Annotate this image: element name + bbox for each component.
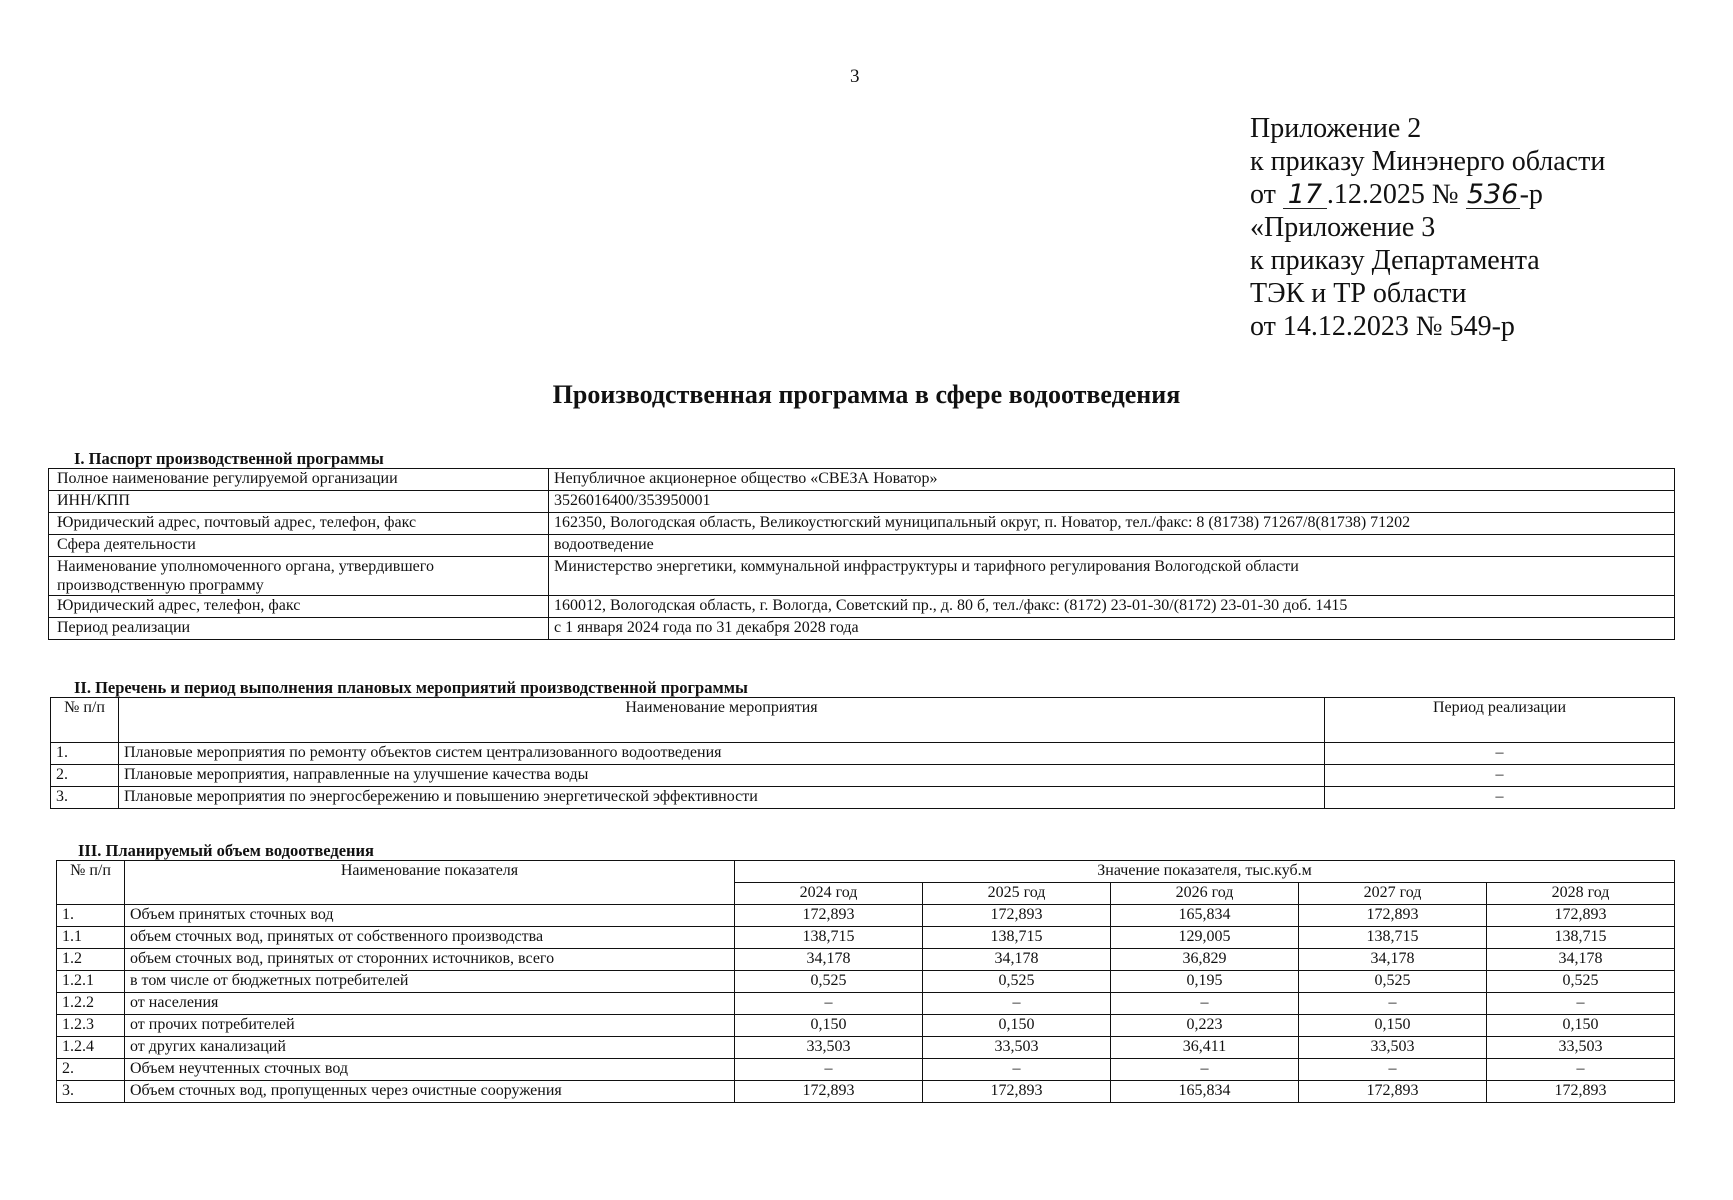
handwritten-number: 536 (1466, 179, 1519, 210)
event-name: Плановые мероприятия по ремонту объектов систем централизованного водоотведения (119, 743, 1325, 765)
year-header: 2026 год (1111, 883, 1299, 905)
event-row (51, 787, 1675, 809)
passport-label: Наименование уполномоченного органа, утвердившего производственную программу (49, 557, 549, 596)
volume-value: 34,178 (1487, 949, 1675, 971)
year-header: 2024 год (735, 883, 923, 905)
volume-value: 0,525 (1487, 971, 1675, 993)
passport-row (49, 513, 1675, 535)
volume-num: 1.1 (57, 927, 125, 949)
volume-value: – (923, 993, 1111, 1015)
passport-value: 3526016400/353950001 (549, 491, 1675, 513)
volume-name: в том числе от бюджетных потребителей (125, 971, 735, 993)
volume-row (57, 971, 1675, 993)
volume-value: 172,893 (1487, 905, 1675, 927)
volume-value: 172,893 (923, 905, 1111, 927)
volume-header-value-group: Значение показателя, тыс.куб.м (735, 861, 1675, 883)
passport-value: Непубличное акционерное общество «СВЕЗА Новатор» (549, 469, 1675, 491)
volume-value: 165,834 (1111, 1081, 1299, 1103)
passport-value: 160012, Вологодская область, г. Вологда, Советский пр., д. 80 б, тел./факс: (8172) 23-01-30/(8172) 23-01-30 доб. 1415 (549, 596, 1675, 618)
appendix-line-2: к приказу Минэнерго области (1250, 146, 1606, 177)
volume-value: – (1299, 1059, 1487, 1081)
passport-row (49, 618, 1675, 640)
volume-value: 33,503 (1487, 1037, 1675, 1059)
passport-label: Юридический адрес, телефон, факс (49, 596, 549, 618)
volume-name: от прочих потребителей (125, 1015, 735, 1037)
volume-row (57, 1059, 1675, 1081)
event-period: – (1325, 743, 1675, 765)
event-period: – (1325, 787, 1675, 809)
volume-row (57, 949, 1675, 971)
volume-name: Объем сточных вод, пропущенных через очистные сооружения (125, 1081, 735, 1103)
volume-row (57, 1015, 1675, 1037)
volume-value: 0,525 (735, 971, 923, 993)
volume-num: 1.2 (57, 949, 125, 971)
volume-value: – (1487, 1059, 1675, 1081)
volume-value: 0,150 (1299, 1015, 1487, 1037)
event-num: 1. (51, 743, 119, 765)
volume-name: от населения (125, 993, 735, 1015)
volume-name: объем сточных вод, принятых от собственного производства (125, 927, 735, 949)
appendix-line-1: Приложение 2 (1250, 113, 1422, 144)
event-row (51, 743, 1675, 765)
volume-value: 0,525 (923, 971, 1111, 993)
volume-num: 1.2.2 (57, 993, 125, 1015)
volume-num: 1.2.4 (57, 1037, 125, 1059)
volume-table (56, 860, 1675, 1103)
passport-label: Полное наименование регулируемой организации (49, 469, 549, 491)
event-num: 3. (51, 787, 119, 809)
volume-value: 34,178 (923, 949, 1111, 971)
volume-value: 33,503 (923, 1037, 1111, 1059)
year-header: 2025 год (923, 883, 1111, 905)
passport-value: Министерство энергетики, коммунальной инфраструктуры и тарифного регулирования Вологодской области (549, 557, 1675, 596)
volume-name: Объем неучтенных сточных вод (125, 1059, 735, 1081)
event-num: 2. (51, 765, 119, 787)
volume-value: 0,223 (1111, 1015, 1299, 1037)
passport-value: водоотведение (549, 535, 1675, 557)
passport-row (49, 491, 1675, 513)
volume-value: 36,829 (1111, 949, 1299, 971)
volume-num: 1.2.1 (57, 971, 125, 993)
volume-name: Объем принятых сточных вод (125, 905, 735, 927)
section-2-title: II. Перечень и период выполнения плановых мероприятий производственной программы (74, 678, 748, 697)
passport-value: 162350, Вологодская область, Великоустюгский муниципальный округ, п. Новатор, тел./факс: 8 (81738) 71267/8(81738) 71202 (549, 513, 1675, 535)
appendix-block (1250, 112, 1605, 343)
passport-row (49, 557, 1675, 596)
events-header-period: Период реализации (1325, 698, 1675, 743)
volume-name: объем сточных вод, принятых от сторонних источников, всего (125, 949, 735, 971)
passport-row (49, 535, 1675, 557)
volume-value: 36,411 (1111, 1037, 1299, 1059)
event-row (51, 765, 1675, 787)
volume-row (57, 1037, 1675, 1059)
volume-num: 1. (57, 905, 125, 927)
passport-row (49, 469, 1675, 491)
event-period: – (1325, 765, 1675, 787)
passport-row (49, 596, 1675, 618)
volume-row (57, 1081, 1675, 1103)
year-header: 2028 год (1487, 883, 1675, 905)
volume-value: – (1487, 993, 1675, 1015)
appendix-line-7: от 14.12.2023 № 549-р (1250, 311, 1515, 342)
volume-value: 0,195 (1111, 971, 1299, 993)
volume-value: 172,893 (735, 1081, 923, 1103)
volume-header-num: № п/п (57, 861, 125, 905)
volume-num: 3. (57, 1081, 125, 1103)
volume-row (57, 993, 1675, 1015)
volume-value: – (1111, 993, 1299, 1015)
events-header-name: Наименование мероприятия (119, 698, 1325, 743)
volume-header-name: Наименование показателя (125, 861, 735, 905)
page-number: 3 (850, 66, 860, 87)
volume-value: – (735, 993, 923, 1015)
section-3-title: III. Планируемый объем водоотведения (78, 841, 374, 860)
passport-label: ИНН/КПП (49, 491, 549, 513)
volume-value: 172,893 (923, 1081, 1111, 1103)
passport-value: с 1 января 2024 года по 31 декабря 2028 года (549, 618, 1675, 640)
volume-value: 0,150 (1487, 1015, 1675, 1037)
appendix-date-suffix: -р (1519, 179, 1543, 210)
volume-value: 138,715 (923, 927, 1111, 949)
handwritten-day: 17 (1283, 182, 1327, 209)
event-name: Плановые мероприятия, направленные на улучшение качества воды (119, 765, 1325, 787)
volume-value: 138,715 (1299, 927, 1487, 949)
appendix-line-3 (1250, 178, 1605, 211)
volume-num: 2. (57, 1059, 125, 1081)
year-header: 2027 год (1299, 883, 1487, 905)
appendix-date-prefix: от (1250, 179, 1276, 210)
volume-value: 138,715 (1487, 927, 1675, 949)
appendix-line-6: ТЭК и ТР области (1250, 278, 1467, 309)
events-table (50, 697, 1675, 809)
appendix-line-4: «Приложение 3 (1250, 212, 1436, 243)
volume-value: 33,503 (735, 1037, 923, 1059)
volume-value: – (923, 1059, 1111, 1081)
volume-value: 172,893 (735, 905, 923, 927)
passport-label: Юридический адрес, почтовый адрес, телефон, факс (49, 513, 549, 535)
volume-value: 172,893 (1299, 1081, 1487, 1103)
volume-value: 34,178 (1299, 949, 1487, 971)
volume-value: 172,893 (1487, 1081, 1675, 1103)
volume-row (57, 927, 1675, 949)
section-1-title: I. Паспорт производственной программы (74, 449, 384, 468)
appendix-line-5: к приказу Департамента (1250, 245, 1540, 276)
volume-value: – (1111, 1059, 1299, 1081)
document-title: Производственная программа в сфере водоотведения (552, 380, 1181, 409)
volume-value: 172,893 (1299, 905, 1487, 927)
passport-label: Сфера деятельности (49, 535, 549, 557)
passport-label: Период реализации (49, 618, 549, 640)
volume-value: 129,005 (1111, 927, 1299, 949)
event-name: Плановые мероприятия по энергосбережению и повышению энергетической эффективности (119, 787, 1325, 809)
volume-value: 138,715 (735, 927, 923, 949)
passport-table (48, 468, 1675, 640)
volume-value: 0,150 (923, 1015, 1111, 1037)
events-header-num: № п/п (51, 698, 119, 743)
volume-value: 0,150 (735, 1015, 923, 1037)
volume-value: 34,178 (735, 949, 923, 971)
volume-num: 1.2.3 (57, 1015, 125, 1037)
volume-value: 33,503 (1299, 1037, 1487, 1059)
volume-row (57, 905, 1675, 927)
volume-value: 0,525 (1299, 971, 1487, 993)
volume-value: – (1299, 993, 1487, 1015)
volume-name: от других канализаций (125, 1037, 735, 1059)
volume-value: – (735, 1059, 923, 1081)
appendix-date-middle: .12.2025 № (1326, 179, 1459, 210)
volume-value: 165,834 (1111, 905, 1299, 927)
